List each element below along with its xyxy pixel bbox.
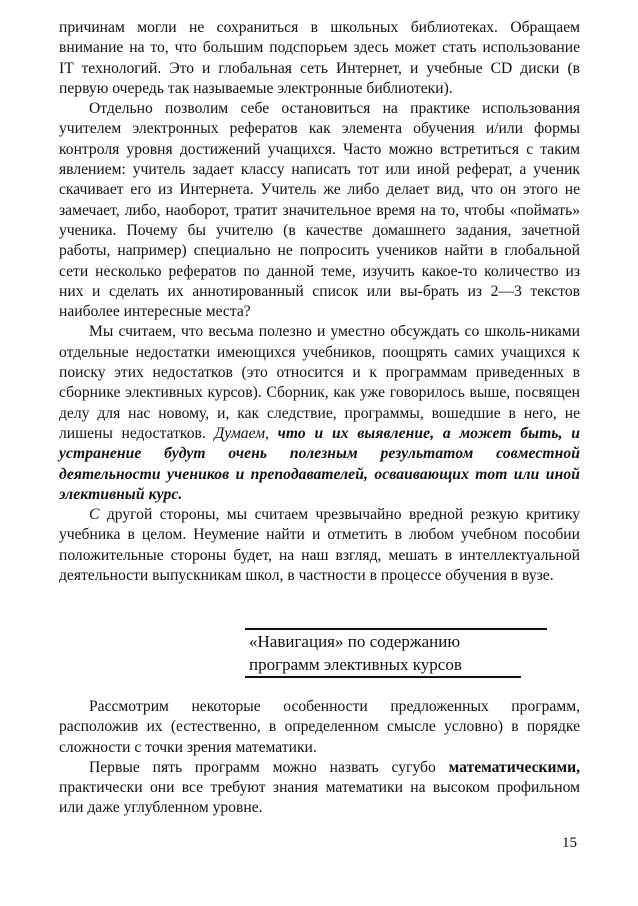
paragraph-program-features: Рассмотрим некоторые особенности предложенных программ, расположив их (естественно, в определенном смысле условно) в порядке сложности с точки зрения математики.	[59, 698, 580, 756]
paragraph-textbook-shortcomings	[59, 322, 580, 505]
heading-underline	[245, 653, 521, 678]
section-heading-line-2: программ элективных курсов	[249, 655, 462, 674]
paragraph-math-programs	[59, 758, 580, 819]
paragraph-text: Первые пять программ можно назвать сугубо	[89, 758, 436, 776]
paragraph-text: другой стороны, мы считаем чрезвычайно вредной резкую критику учебника в целом. Неумение найти и отметить в любом учебном пособии положительные стороны будет, на наш взгляд, мешать в интеллектуальной деятельности выпускникам школ, в частности в процессе обучения в вузе.	[59, 506, 580, 585]
italic-initial: С	[89, 506, 100, 524]
paragraph-text: практически они все требуют знания математики на высоком профильном или даже углубленном уровне.	[59, 779, 580, 817]
italic-phrase: Думаем,	[214, 424, 269, 442]
second-text-block	[59, 697, 580, 819]
paragraph-criticism	[59, 505, 580, 586]
section-heading-line-1: «Навигация» по содержанию	[249, 632, 461, 651]
page-number: 15	[562, 835, 577, 851]
main-text-block	[59, 18, 580, 586]
bold-term: математическими,	[448, 758, 580, 776]
paragraph-text: Мы считаем, что весьма полезно и уместно обсуждать со школь-никами отдельные недостатки имеющихся учебников, поощрять самих учащихся к поиску этих недостатков (это относится и к программам приведенных в сборнике элективных курсов). Сборник, как уже говорилось выше, посвящен делу для нас новому, и, как следствие, программы, вошедшие в него, не лишены недостатков.	[59, 323, 580, 442]
section-heading	[245, 628, 547, 678]
paragraph-electronic-essays: Отдельно позволим себе остановиться на практике использования учителем электронных рефератов как элемента обучения и/или формы контроля уровня достижений учащихся. Часто можно встретиться с таким явлением: учитель задает классу написать тот или иной реферат, а ученик скачивает его из Интернета. Учитель же либо делает вид, что он этого не замечает, либо, наоборот, тратит значительное время на то, чтобы «поймать» ученика. Почему бы учителю (в качестве домашнего задания, зачетной работы, например) специально не попросить учеников найти в глобальной сети несколько рефератов по данной теме, изучить какое-то количество из них и сделать их аннотированный список или вы-брать из 2—3 текстов наиболее интересные места?	[59, 100, 580, 321]
paragraph-continuation: причинам могли не сохраниться в школьных библиотеках. Обращаем внимание на то, что большим подспорьем здесь может стать использование IT технологий. Это и глобальная сеть Интернет, и учебные CD диски (в первую очередь так называемые электронные библиотеки).	[59, 19, 580, 97]
bold-italic-emphasis: что и их выявление, а может быть, и устранение будут очень полезным результатом совместной деятельности учеников и преподавателей, осваивающих тот или иной элективный курс.	[59, 424, 580, 503]
